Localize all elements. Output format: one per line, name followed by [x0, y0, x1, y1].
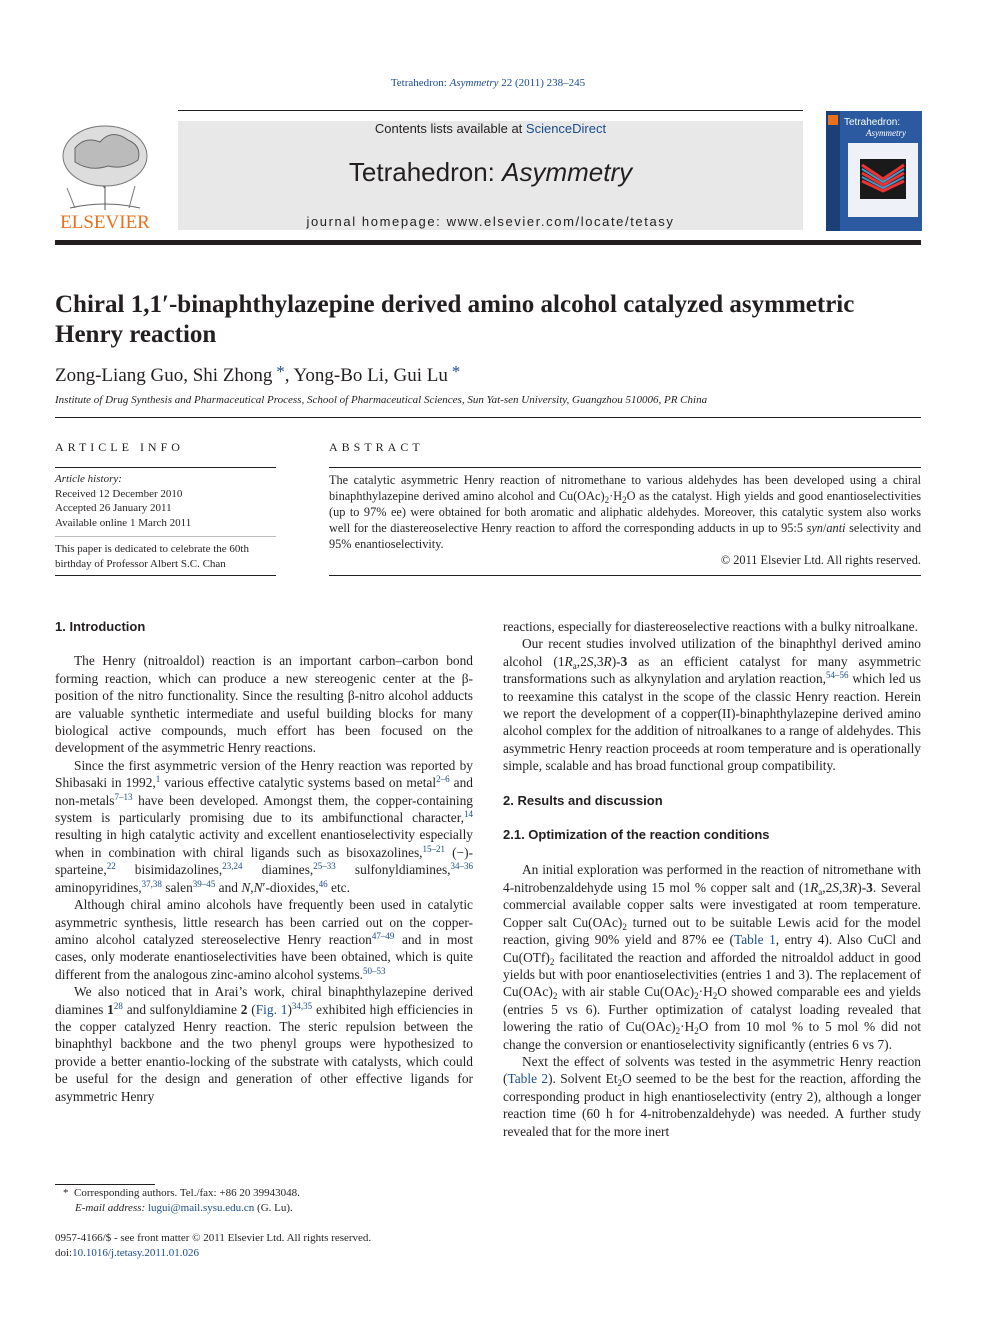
divider: [329, 575, 921, 576]
abstract-body: The catalytic asymmetric Henry reaction of nitromethane to various aldehydes has been developed using a chiral binaphthylazepine derived amino alcohol and $Cu(OAc)_2\cdot H_2O$ as the catalyst. High yields and good enantioselectivities (up to 97% ee) were obtained for both aromatic and aliphatic aldehydes. Moreover, this catalytic system also works well for the diastereoselective Henry reaction to afford the corresponding adducts in up to 95:5 syn/anti selectivity and 95% enantioselectivity. © 2011 Elsevier Ltd. All rights reserved.: [329, 473, 921, 567]
paragraph: An initial exploration was performed in the reaction of nitromethane with 4-nitrobenzaldehyde using 15 mol % copper salt and $(1R_a,2S,3R)-3$. Several commercial available copper salts were investigated at room temperature. Copper salt $Cu(OAc)_2$ turned out to be suitable Lewis acid for the model reaction, giving 90% yield and 87% ee (Table 1, entry 4). Also CuCl and $Cu(OTf)_2$ facilitated the reaction and afforded the nitroaldol adduct in good yields but with poor enantioselectivities (entries 1 and 3). The replacement of $Cu(OAc)_2$ with air stable $Cu(OAc)_2\cdot H_2O$ showed comparable ees and yields (entries 5 vs 6). Further optimization of catalyst loading revealed that lowering the ratio of $Cu(OAc)_2\cdot H_2O$ from 10 mol % to 5 mol % did not change the conversion or enantioselectivity significantly (entries 6 vs 7).: [503, 862, 922, 1052]
paragraph: reactions, especially for diastereoselective reactions with a bulky nitroalkane.: [503, 619, 918, 634]
journal-name: Tetrahedron: Asymmetry: [348, 157, 633, 187]
journal-homepage: journal homepage: www.elsevier.com/locate/tetasy: [306, 214, 675, 229]
paragraph: We also noticed that in Arai’s work, chiral binaphthylazepine derived diamines $1^{28}$ and sulfonyldiamine 2 (Fig. 1)$^{34,35}$ exhibited high efficiencies in the copper catalyzed Henry reaction. The steric repulsion between the binaphthyl backbone and the two phenyl groups were hypothesized to provide a better enantio-locking of the substrate with catalysts, which could be useful for the design and generation of other effective ligands for asymmetric Henry: [55, 984, 473, 1104]
paragraph: Since the first asymmetric version of the Henry reaction was reported by Shibasaki in 1992,$^1$ various effective catalytic systems based on metal$^{2-6}$ and non-metals$^{7-13}$ have been developed. Amongst them, the copper-containing system is particularly promising due to its ambifunctional character,$^{14}$ resulting in high catalytic activity and excellent enantioselectivity especially when in combination with chiral ligands such as bisoxazolines,$^{15-21}$ (−)-sparteine,$^{22}$ bisimidazolines,$^{23,24}$ diamines,$^{25-33}$ sulfonyldiamines,$^{34-36}$ aminopyridines,$^{37,38}$ salen$^{39-45}$ and N,N′-dioxides,$^{46}$ etc.: [55, 757, 474, 895]
paragraph: The Henry (nitroaldol) reaction is an important carbon–carbon bond forming reaction, which can produce a new stereogenic center at the β-position of the nitro functionality. Since the resulting β-nitro alcohol adducts are valuable synthetic intermediate and useful building blocks for many biological active compounds, much effort has been focused on the development of the asymmetric Henry reactions.: [55, 653, 473, 756]
doi-link[interactable]: 10.1016/j.tetasy.2011.01.026: [72, 1247, 200, 1259]
homepage-link[interactable]: www.elsevier.com/locate/tetasy: [446, 214, 675, 229]
elsevier-logo: [55, 118, 155, 232]
author-list: Zong-Liang Guo, Shi Zhong *, Yong-Bo Li, Gui Lu *: [55, 362, 461, 386]
paragraph: Next the effect of solvents was tested in the asymmetric Henry reaction (Table 2). Solvent $Et_2O$ seemed to be the best for the reaction, affording the corresponding product in high enantioselectivity (entry 2), although a longer reaction time (60 h for 4-nitrobenzaldehyde) was needed. A further study revealed that for the more inert: [503, 1053, 921, 1139]
cover-molecule-graphic: [860, 159, 906, 199]
divider: [55, 575, 276, 576]
article-info-heading: ARTICLE INFO: [55, 440, 184, 454]
divider: [329, 467, 921, 468]
article-history: Article history: Received 12 December 2010 Accepted 26 January 2011 Available online 1 March 2011: [55, 473, 192, 529]
journal-cover-image: [826, 111, 922, 231]
header-top-rule: [178, 110, 803, 111]
cover-subtitle: Asymmetry: [866, 128, 906, 138]
contents-line: Contents lists available at ScienceDirect: [374, 121, 607, 136]
author: Gui Lu: [393, 365, 448, 386]
divider: [55, 467, 276, 468]
divider: [55, 536, 276, 537]
author: Yong-Bo Li: [293, 365, 385, 386]
publisher-wordmark: ELSEVIER: [60, 212, 150, 232]
divider: [55, 417, 921, 418]
subsection-heading-optimization: 2.1. Optimization of the reaction conditions: [503, 827, 770, 843]
publication-info: 0957-4166/$ - see front matter © 2011 Elsevier Ltd. All rights reserved. doi:10.1016/j.tetasy.2011.01.026: [55, 1232, 372, 1259]
dedication: This paper is dedicated to celebrate the 60th birthday of Professor Albert S.C. Chan: [55, 543, 249, 570]
abstract-heading: ABSTRACT: [329, 440, 424, 454]
header-thick-rule: [55, 240, 921, 245]
author: Shi Zhong: [192, 365, 273, 386]
footnotes: * Corresponding authors. Tel./fax: +86 20 39943048. E-mail address: lugui@mail.sysu.edu.cn (G. Lu).: [63, 1187, 300, 1214]
corresponding-author-link[interactable]: *: [276, 362, 285, 381]
affiliation: Institute of Drug Synthesis and Pharmaceutical Process, School of Pharmaceutical Sciences, Sun Yat-sen University, Guangzhou 510006, PR China: [55, 394, 708, 406]
journal-citation: Tetrahedron: Asymmetry 22 (2011) 238–245: [390, 77, 586, 89]
article-title: Chiral 1,1′-binaphthylazepine derived amino alcohol catalyzed asymmetric Henry reaction: [55, 291, 855, 348]
paragraph: Although chiral amino alcohols have frequently been used in catalytic asymmetric synthesis, little research has been carried out on the copper-amino alcohol catalyzed stereoselective Henry reaction$^{47-49}$ and in most cases, only moderate enantioselectivities have been obtained, which is quite different from the analogous zinc-amino alcohol systems.$^{50-53}$: [55, 897, 473, 982]
email-link[interactable]: lugui@mail.sysu.edu.cn: [147, 1202, 255, 1214]
copyright-notice: © 2011 Elsevier Ltd. All rights reserved.: [720, 553, 921, 567]
body-column-right: [503, 618, 921, 1140]
corresponding-author-link[interactable]: *: [451, 362, 461, 381]
paragraph: Our recent studies involved utilization of the binaphthyl derived amino alcohol $(1R_a,2S,3R)-3$ as an efficient catalyst for many asymmetric transformations such as alkynylation and arylation reaction,$^{54-56}$ which led us to reexamine this catalyst in the scope of the classic Henry reaction. Herein we report the development of a copper(II)-binaphthylazepine derived amino alcohol complex for the addition of nitroalkanes to a range of aldehydes. This asymmetric Henry reaction proceeds at room temperature and is operationally simple, scalable and has broad functional group compatibility.: [503, 636, 921, 774]
footnote-divider: [55, 1184, 155, 1185]
sciencedirect-link[interactable]: ScienceDirect: [525, 121, 607, 136]
author: Zong-Liang Guo: [55, 365, 184, 386]
cover-title: Tetrahedron:: [844, 117, 901, 128]
body-column-left: [55, 618, 473, 1105]
section-heading-results: 2. Results and discussion: [503, 792, 663, 808]
section-heading-introduction: 1. Introduction: [55, 619, 146, 634]
